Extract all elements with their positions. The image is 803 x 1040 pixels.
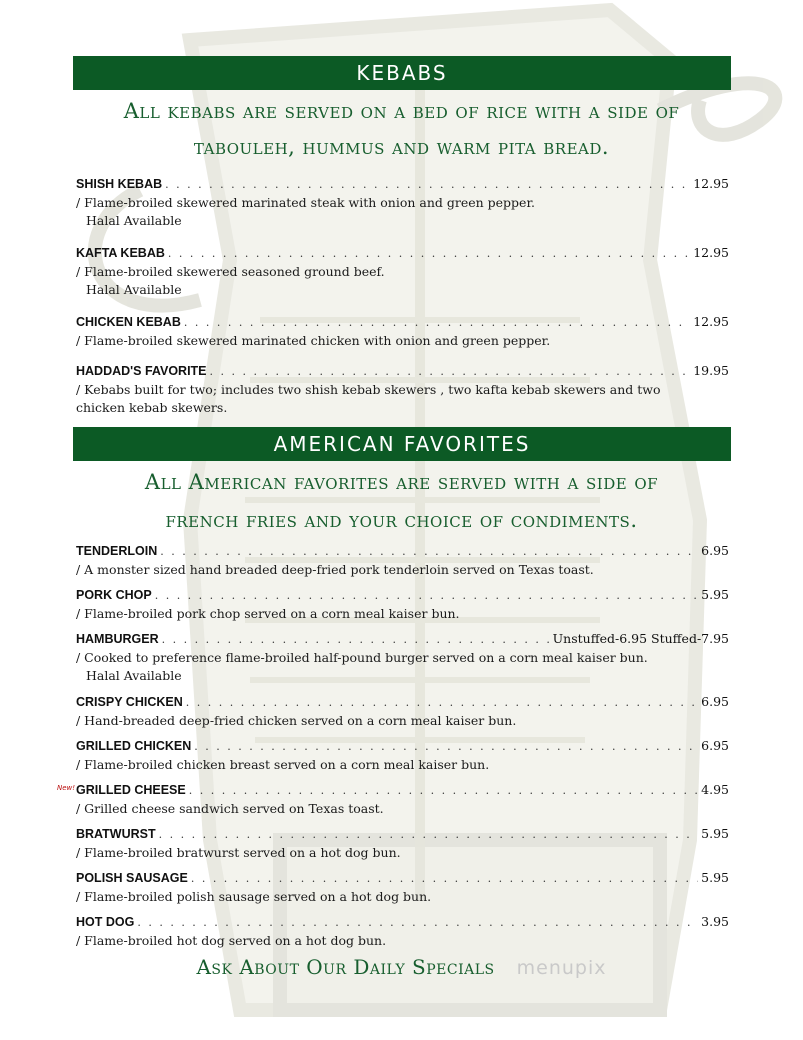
item-name: CHICKEN KEBAB	[76, 315, 181, 329]
item-name: TENDERLOIN	[76, 544, 158, 558]
item-name: GRILLED CHICKEN	[76, 739, 192, 753]
item-name: HAMBURGER	[76, 632, 159, 646]
leader-dots	[210, 365, 691, 378]
item-price: 3.95	[701, 914, 729, 929]
item-name: SHISH KEBAB	[76, 177, 163, 191]
leader-dots	[189, 784, 698, 797]
menu-item	[76, 914, 729, 950]
daily-specials-text: Ask About Our Daily Specials	[196, 955, 495, 979]
item-name: HOT DOG	[76, 915, 135, 929]
item-price: 5.95	[701, 870, 729, 885]
item-description: / Flame-broiled hot dog served on a hot dog bun.	[76, 933, 387, 948]
item-description: / Kebabs built for two; includes two shish kebab skewers , two kafta kebab skewers and two chicken kebab skewers.	[76, 382, 661, 415]
item-price: 6.95	[701, 694, 729, 709]
item-name: HADDAD'S FAVORITE	[76, 364, 207, 378]
kebabs-subtitle-line1: All kebabs are served on a bed of rice with a side of	[123, 99, 680, 123]
item-price: Unstuffed-6.95 Stuffed-7.95	[552, 631, 729, 646]
item-description: / Flame-broiled polish sausage served on a hot dog bun.	[76, 889, 432, 904]
item-price: 4.95	[701, 782, 729, 797]
halal-note: Halal Available	[86, 668, 182, 683]
item-description: / Flame-broiled bratwurst served on a hot dog bun.	[76, 845, 401, 860]
item-description: / Hand-breaded deep-fried chicken served on a corn meal kaiser bun.	[76, 713, 517, 728]
item-name: BRATWURST	[76, 827, 156, 841]
item-name: KAFTA KEBAB	[76, 246, 165, 260]
menu-item	[76, 782, 729, 818]
item-price: 12.95	[693, 314, 729, 329]
kebabs-subtitle-line2: tabouleh, hummus and warm pita bread.	[193, 135, 610, 159]
leader-dots	[159, 828, 699, 841]
item-name: PORK CHOP	[76, 588, 152, 602]
menu-item	[76, 738, 729, 774]
leader-dots	[155, 589, 698, 602]
leader-dots	[184, 316, 690, 329]
leader-dots	[194, 740, 698, 753]
item-description: / A monster sized hand breaded deep-fried pork tenderloin served on Texas toast.	[76, 562, 594, 577]
item-description: / Grilled cheese sandwich served on Texas toast.	[76, 801, 384, 816]
menu-item	[76, 631, 729, 685]
item-price: 6.95	[701, 543, 729, 558]
menu-item	[76, 176, 729, 230]
item-description: / Flame-broiled skewered marinated chicken with onion and green pepper.	[76, 333, 551, 348]
american-subtitle-line1: All American favorites are served with a side of	[144, 470, 659, 494]
item-price: 5.95	[701, 587, 729, 602]
menupix-watermark: menupix	[516, 957, 607, 979]
leader-dots	[137, 916, 698, 929]
item-price: 12.95	[693, 245, 729, 260]
item-name: POLISH SAUSAGE	[76, 871, 188, 885]
item-name: CRISPY CHICKEN	[76, 695, 183, 709]
menu-item	[76, 543, 729, 579]
leader-dots	[186, 696, 698, 709]
item-description: / Flame-broiled skewered marinated steak with onion and green pepper.	[76, 195, 536, 210]
halal-note: Halal Available	[86, 282, 182, 297]
item-description: / Flame-broiled skewered seasoned ground beef.	[76, 264, 385, 279]
item-price: 19.95	[693, 363, 729, 378]
daily-specials-footer	[0, 955, 803, 979]
item-price: 12.95	[693, 176, 729, 191]
item-description: / Flame-broiled pork chop served on a corn meal kaiser bun.	[76, 606, 460, 621]
halal-note: Halal Available	[86, 213, 182, 228]
item-description: / Flame-broiled chicken breast served on a corn meal kaiser bun.	[76, 757, 490, 772]
leader-dots	[191, 872, 698, 885]
menu-item	[76, 587, 729, 623]
kebabs-heading: KEBABS	[73, 56, 731, 90]
leader-dots	[160, 545, 698, 558]
item-name: GRILLED CHEESE	[76, 783, 186, 797]
leader-dots	[165, 178, 690, 191]
leader-dots	[162, 633, 550, 646]
menu-item	[76, 694, 729, 730]
american-subtitle-line2: french fries and your choice of condiments.	[165, 508, 638, 532]
menu-item	[76, 314, 729, 350]
menu-item	[76, 870, 729, 906]
american-favorites-heading: AMERICAN FAVORITES	[73, 427, 731, 461]
menu-item	[76, 245, 729, 299]
menu-item	[76, 826, 729, 862]
item-price: 6.95	[701, 738, 729, 753]
item-price: 5.95	[701, 826, 729, 841]
leader-dots	[168, 247, 690, 260]
item-description: / Cooked to preference flame-broiled half-pound burger served on a corn meal kaiser bun.	[76, 650, 648, 665]
new-badge: New!	[57, 784, 76, 792]
menu-item	[76, 363, 729, 417]
